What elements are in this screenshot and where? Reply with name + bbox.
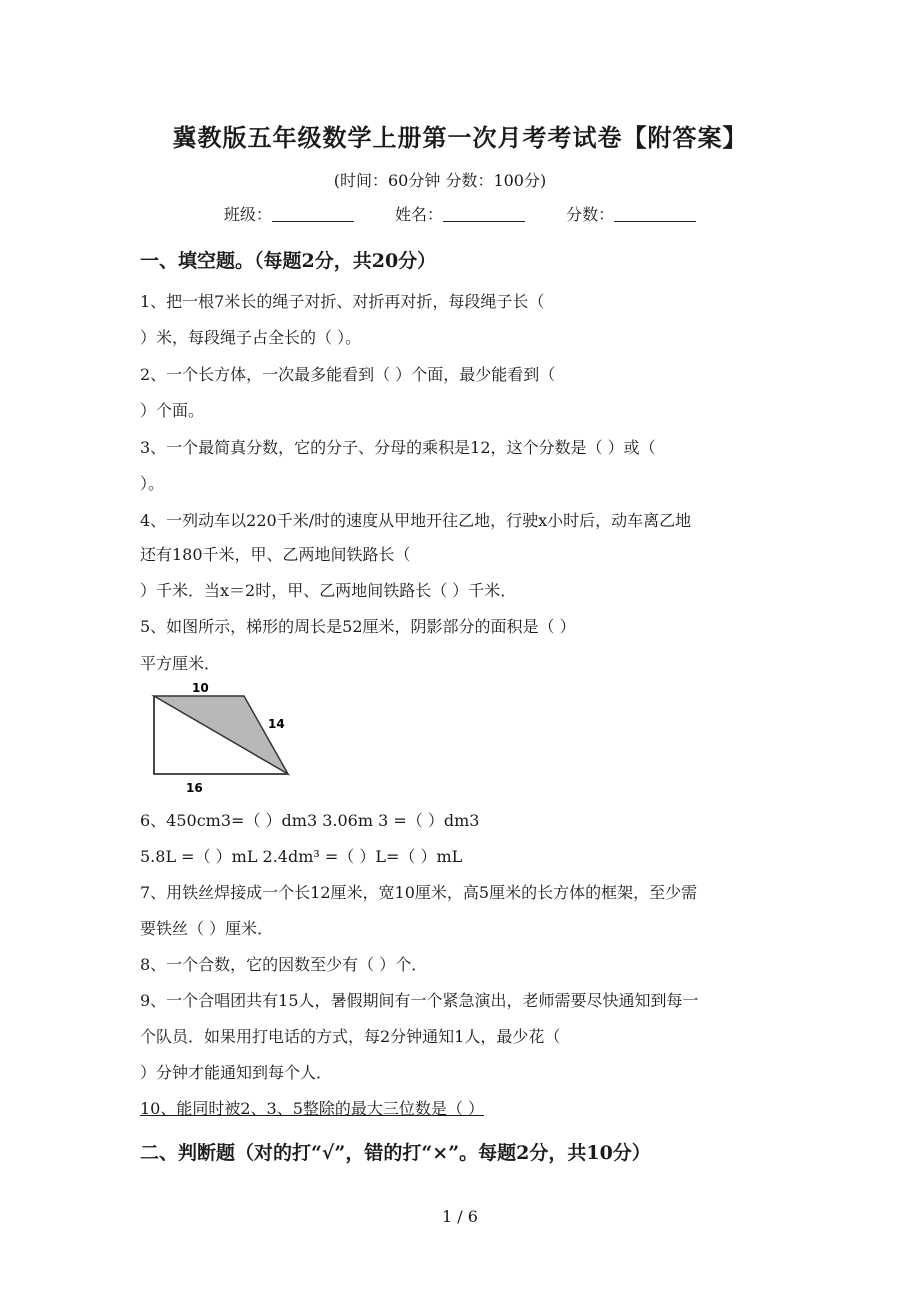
question-line: 要铁丝（ ）厘米． xyxy=(140,919,274,938)
name-label: 姓名： xyxy=(394,205,443,224)
question-line: 4、一列动车以220千米/时的速度从甲地开往乙地，行驶x小时后，动车离乙地 xyxy=(140,511,692,530)
question-line: 还有180千米，甲、乙两地间铁路长（ xyxy=(140,545,411,564)
section1-heading: 一、填空题。（每题2分，共20分） xyxy=(140,250,437,272)
class-label: 班级： xyxy=(223,205,272,224)
section2-heading: 二、判断题（对的打“√”，错的打“×”。每题2分，共10分） xyxy=(140,1142,651,1164)
question-line: 9、一个合唱团共有15人，暑假期间有一个紧急演出，老师需要尽快通知到每一 xyxy=(140,991,699,1010)
class-blank[interactable] xyxy=(272,205,354,222)
student-info-row xyxy=(0,202,920,225)
label-right: 14 xyxy=(268,717,285,731)
question-line: ）个面。 xyxy=(140,401,205,420)
question-line: 5.8L =（ ）mL 2.4dm³ =（ ）L=（ ）mL xyxy=(140,847,463,866)
shaded-triangle xyxy=(154,696,288,774)
question-line: 6、450cm3=（ ）dm3 3.06m 3 =（ ）dm3 xyxy=(140,811,480,830)
name-blank[interactable] xyxy=(443,205,525,222)
question-line: 2、一个长方体，一次最多能看到（ ）个面，最少能看到（ xyxy=(140,365,556,384)
trapezoid-figure xyxy=(140,678,310,800)
score-blank[interactable] xyxy=(614,205,696,222)
question-line: ）米，每段绳子占全长的（ ）。 xyxy=(140,328,362,347)
label-top: 10 xyxy=(192,681,209,695)
exam-title: 冀教版五年级数学上册第一次月考考试卷【附答案】 xyxy=(172,123,748,152)
question-line: 7、用铁丝焊接成一个长12厘米，宽10厘米，高5厘米的长方体的框架，至少需 xyxy=(140,883,698,902)
question-line: 个队员．如果用打电话的方式，每2分钟通知1人，最少花（ xyxy=(140,1027,561,1046)
question-line: ）千米．当x＝2时，甲、乙两地间铁路长（ ）千米． xyxy=(140,581,517,600)
exam-subtitle: (时间：60分钟 分数：100分) xyxy=(333,171,547,190)
page-number: 1 / 6 xyxy=(442,1207,478,1226)
question-line: ）分钟才能通知到每个人． xyxy=(140,1063,333,1082)
question-line: 1、把一根7米长的绳子对折、对折再对折，每段绳子长（ xyxy=(140,292,545,311)
question-line: 5、如图所示，梯形的周长是52厘米，阴影部分的面积是（ ） xyxy=(140,617,576,636)
question-line: 8、一个合数，它的因数至少有（ ）个． xyxy=(140,955,428,974)
question-line: 3、一个最简真分数，它的分子、分母的乘积是12，这个分数是（ ）或（ xyxy=(140,438,656,457)
label-bottom: 16 xyxy=(186,781,203,795)
question-line: ）。 xyxy=(140,474,165,493)
question-line: 10、能同时被2、3、5整除的最大三位数是（ ） xyxy=(140,1099,484,1118)
score-label: 分数： xyxy=(566,205,615,224)
question-line: 平方厘米． xyxy=(140,654,221,673)
